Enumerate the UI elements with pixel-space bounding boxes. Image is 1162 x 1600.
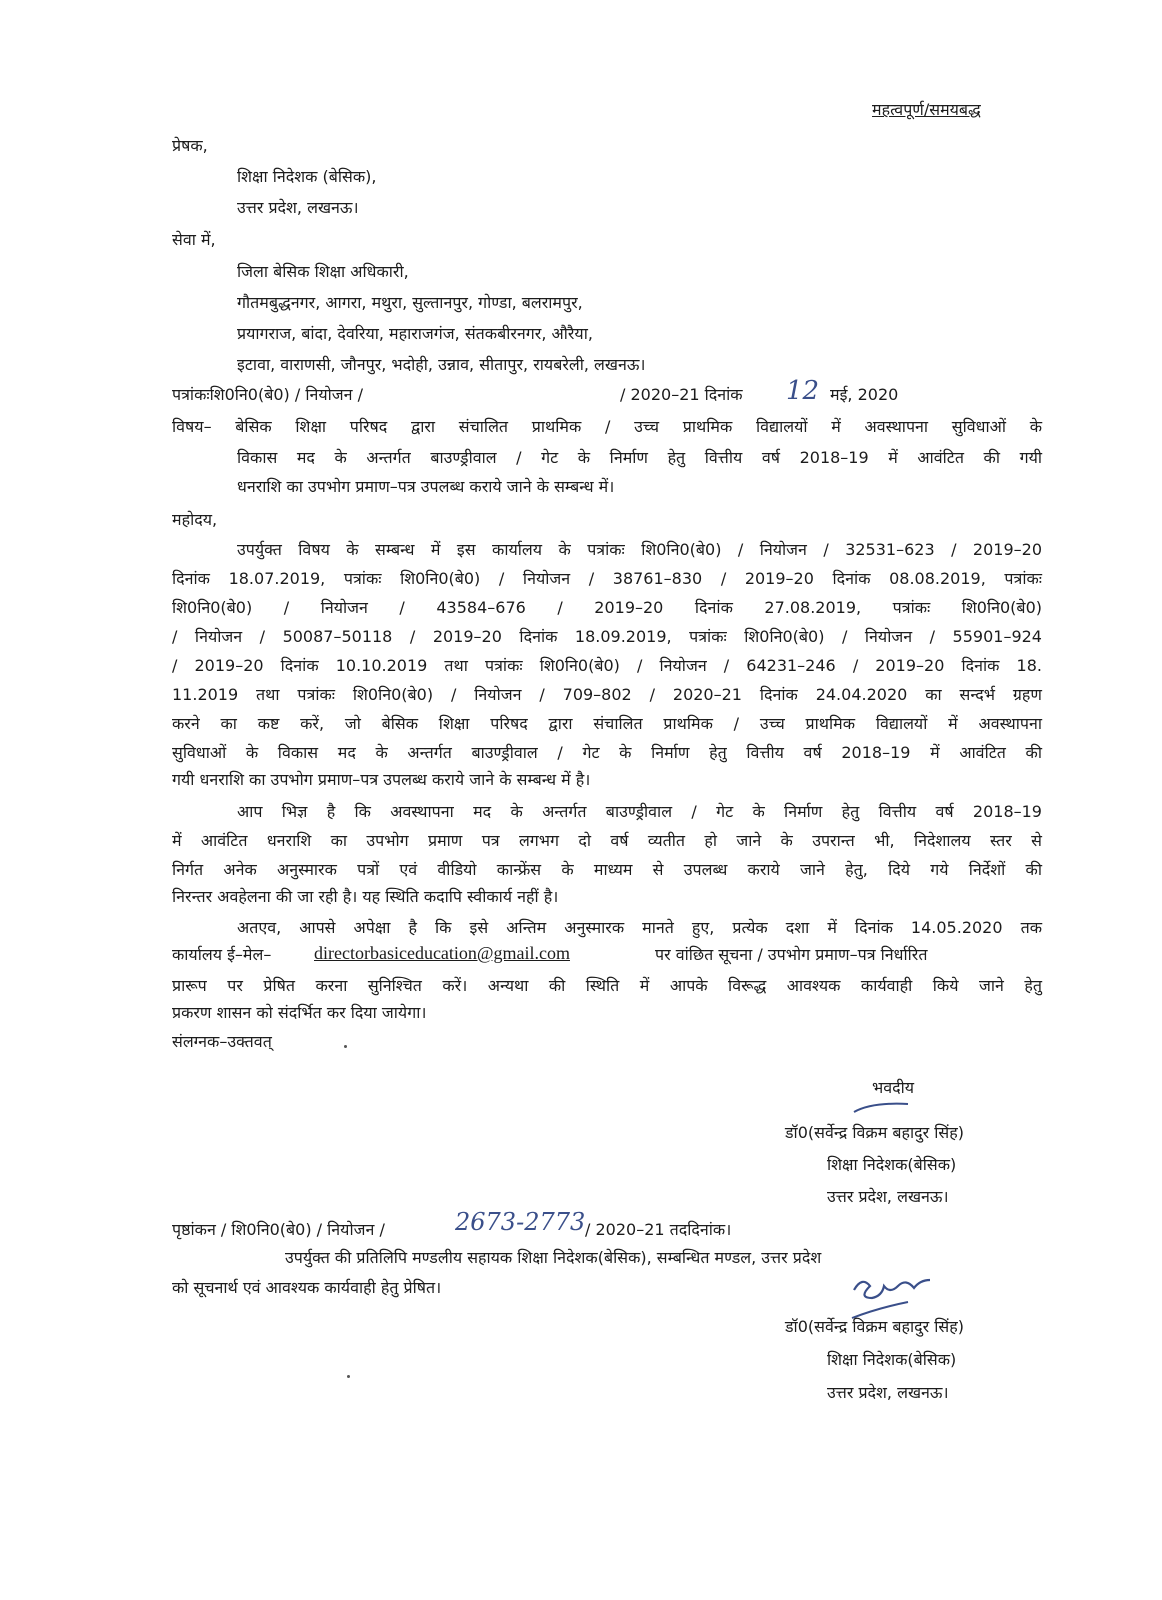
signatory-name-2: डॉ0(सर्वेन्द्र विक्रम बहादुर सिंह) bbox=[785, 1317, 964, 1336]
para1-line-7: करने का कष्ट करें, जो बेसिक शिक्षा परिषद द्वारा संचालित प्राथमिक / उच्च प्राथमिक विद्यालयों में अवस्थापना bbox=[172, 714, 1042, 733]
para3-line-1: अतएव, आपसे अपेक्षा है कि इसे अन्तिम अनुस्मारक मानते हुए, प्रत्येक दशा में दिनांक 14.05.2020 तक bbox=[237, 918, 1042, 937]
closing-word: भवदीय bbox=[872, 1078, 915, 1097]
para2-line-4: निरन्तर अवहेलना की जा रही है। यह स्थिति कदापि स्वीकार्य नहीं है। bbox=[172, 887, 559, 906]
scan-speck bbox=[347, 1375, 350, 1378]
para2-line-1: आप भिज्ञ है कि अवस्थापना मद के अन्तर्गत बाउण्ड्रीवाल / गेट के निर्माण हेतु वित्तीय वर्ष 2018–19 bbox=[237, 802, 1042, 821]
enclosure-note: संलग्नक–उक्तवत् bbox=[172, 1032, 272, 1051]
scan-speck bbox=[344, 1045, 347, 1048]
recipient-line-2: गौतमबुद्धनगर, आगरा, मथुरा, सुल्तानपुर, गोण्डा, बलरामपुर, bbox=[237, 293, 583, 312]
contact-email-link[interactable]: directorbasiceducation@gmail.com bbox=[314, 943, 570, 963]
reference-prefix: पत्रांकःशि0नि0(बे0) / नियोजन / bbox=[172, 385, 364, 404]
para2-line-3: निर्गत अनेक अनुस्मारक पत्रों एवं वीडियो कान्फ्रेंस के माध्यम से उपलब्ध कराये जाने हेतु, दिये गये निर्देशों की bbox=[172, 860, 1042, 879]
subject-line-1: विषय– बेसिक शिक्षा परिषद द्वारा संचालित प्राथमिक / उच्च प्राथमिक विद्यालयों में अवस्थापना सुविधाओं के bbox=[172, 417, 1042, 436]
para3-line-4: प्रकरण शासन को संदर्भित कर दिया जायेगा। bbox=[172, 1003, 427, 1022]
signatory-place-1: उत्तर प्रदेश, लखनऊ। bbox=[827, 1187, 949, 1206]
reference-year: / 2020–21 दिनांक bbox=[620, 385, 743, 404]
para3-line-2b: पर वांछित सूचना / उपभोग प्रमाण–पत्र निर्धारित bbox=[655, 945, 928, 964]
signatory-title-1: शिक्षा निदेशक(बेसिक) bbox=[827, 1155, 957, 1174]
recipient-line-4: इटावा, वाराणसी, जौनपुर, भदोही, उन्नाव, सीतापुर, रायबरेली, लखनऊ। bbox=[237, 355, 646, 374]
reference-month-year: मई, 2020 bbox=[830, 385, 899, 404]
sender-line-1: शिक्षा निदेशक (बेसिक), bbox=[237, 167, 377, 186]
sender-line-2: उत्तर प्रदेश, लखनऊ। bbox=[237, 198, 359, 217]
signatory-title-2: शिक्षा निदेशक(बेसिक) bbox=[827, 1350, 957, 1369]
para3-line-2a: कार्यालय ई–मेल– bbox=[172, 945, 272, 964]
subject-line-3: धनराशि का उपभोग प्रमाण–पत्र उपलब्ध कराये जाने के सम्बन्ध में। bbox=[237, 477, 615, 496]
para1-line-9: गयी धनराशि का उपभोग प्रमाण–पत्र उपलब्ध कराये जाने के सम्बन्ध में है। bbox=[172, 770, 591, 789]
para2-line-2: में आवंटित धनराशि का उपभोग प्रमाण पत्र लगभग दो वर्ष व्यतीत हो जाने के उपरान्त भी, निदेशालय स्तर से bbox=[172, 831, 1042, 850]
para1-line-5: / 2019–20 दिनांक 10.10.2019 तथा पत्रांकः शि0नि0(बे0) / नियोजन / 64231–246 / 2019–20 दिनांक 18. bbox=[172, 656, 1042, 675]
reference-day-handwritten: 12 bbox=[786, 376, 820, 406]
para1-line-3: शि0नि0(बे0) / नियोजन / 43584–676 / 2019–20 दिनांक 27.08.2019, पत्रांकः शि0नि0(बे0) bbox=[172, 598, 1042, 617]
recipient-line-1: जिला बेसिक शिक्षा अधिकारी, bbox=[237, 262, 409, 281]
endorsement-line-2: को सूचनार्थ एवं आवश्यक कार्यवाही हेतु प्रेषित। bbox=[172, 1278, 442, 1297]
para3-line-3: प्रारूप पर प्रेषित करना सुनिश्चित करें। अन्यथा की स्थिति में आपके विरूद्ध आवश्यक कार्यवाही किये जाने हेतु bbox=[172, 976, 1042, 995]
endorsement-prefix: पृष्ठांकन / शि0नि0(बे0) / नियोजन / bbox=[172, 1220, 385, 1239]
signatory-name-1: डॉ0(सर्वेन्द्र विक्रम बहादुर सिंह) bbox=[785, 1123, 964, 1142]
endorsement-suffix: / 2020–21 तददिनांक। bbox=[585, 1220, 732, 1239]
endorsement-line-1: उपर्युक्त की प्रतिलिपि मण्डलीय सहायक शिक्षा निदेशक(बेसिक), सम्बन्धित मण्डल, उत्तर प्रदेश bbox=[285, 1248, 822, 1267]
para1-line-4: / नियोजन / 50087–50118 / 2019–20 दिनांक 18.09.2019, पत्रांकः शि0नि0(बे0) / नियोजन / 55901–924 bbox=[172, 627, 1042, 646]
signature-mark-1 bbox=[852, 1098, 912, 1118]
para1-line-1: उपर्युक्त विषय के सम्बन्ध में इस कार्यालय के पत्रांकः शि0नि0(बे0) / नियोजन / 32531–623 / 2019–20 bbox=[237, 540, 1042, 559]
signatory-place-2: उत्तर प्रदेश, लखनऊ। bbox=[827, 1383, 949, 1402]
para1-line-6: 11.2019 तथा पत्रांकः शि0नि0(बे0) / नियोजन / 709–802 / 2020–21 दिनांक 24.04.2020 का सन्दर्भ ग्रहण bbox=[172, 685, 1042, 704]
priority-mark: महत्वपूर्ण/समयबद्ध bbox=[872, 100, 981, 119]
sender-label: प्रेषक, bbox=[172, 136, 208, 155]
subject-line-2: विकास मद के अन्तर्गत बाउण्ड्रीवाल / गेट के निर्माण हेतु वित्तीय वर्ष 2018–19 में आवंटित की गयी bbox=[237, 448, 1042, 467]
para1-line-8: सुविधाओं के विकास मद के अन्तर्गत बाउण्ड्रीवाल / गेट के निर्माण हेतु वित्तीय वर्ष 2018–19 में आवंटित की bbox=[172, 743, 1042, 762]
recipient-line-3: प्रयागराज, बांदा, देवरिया, महाराजगंज, संतकबीरनगर, औरैया, bbox=[237, 324, 593, 343]
recipient-label: सेवा में, bbox=[172, 230, 216, 249]
endorsement-number-handwritten: 2673-2773 bbox=[455, 1208, 586, 1236]
salutation: महोदय, bbox=[172, 510, 218, 529]
para1-line-2: दिनांक 18.07.2019, पत्रांकः शि0नि0(बे0) / नियोजन / 38761–830 / 2019–20 दिनांक 08.08.2019, पत्रांकः bbox=[172, 569, 1042, 588]
